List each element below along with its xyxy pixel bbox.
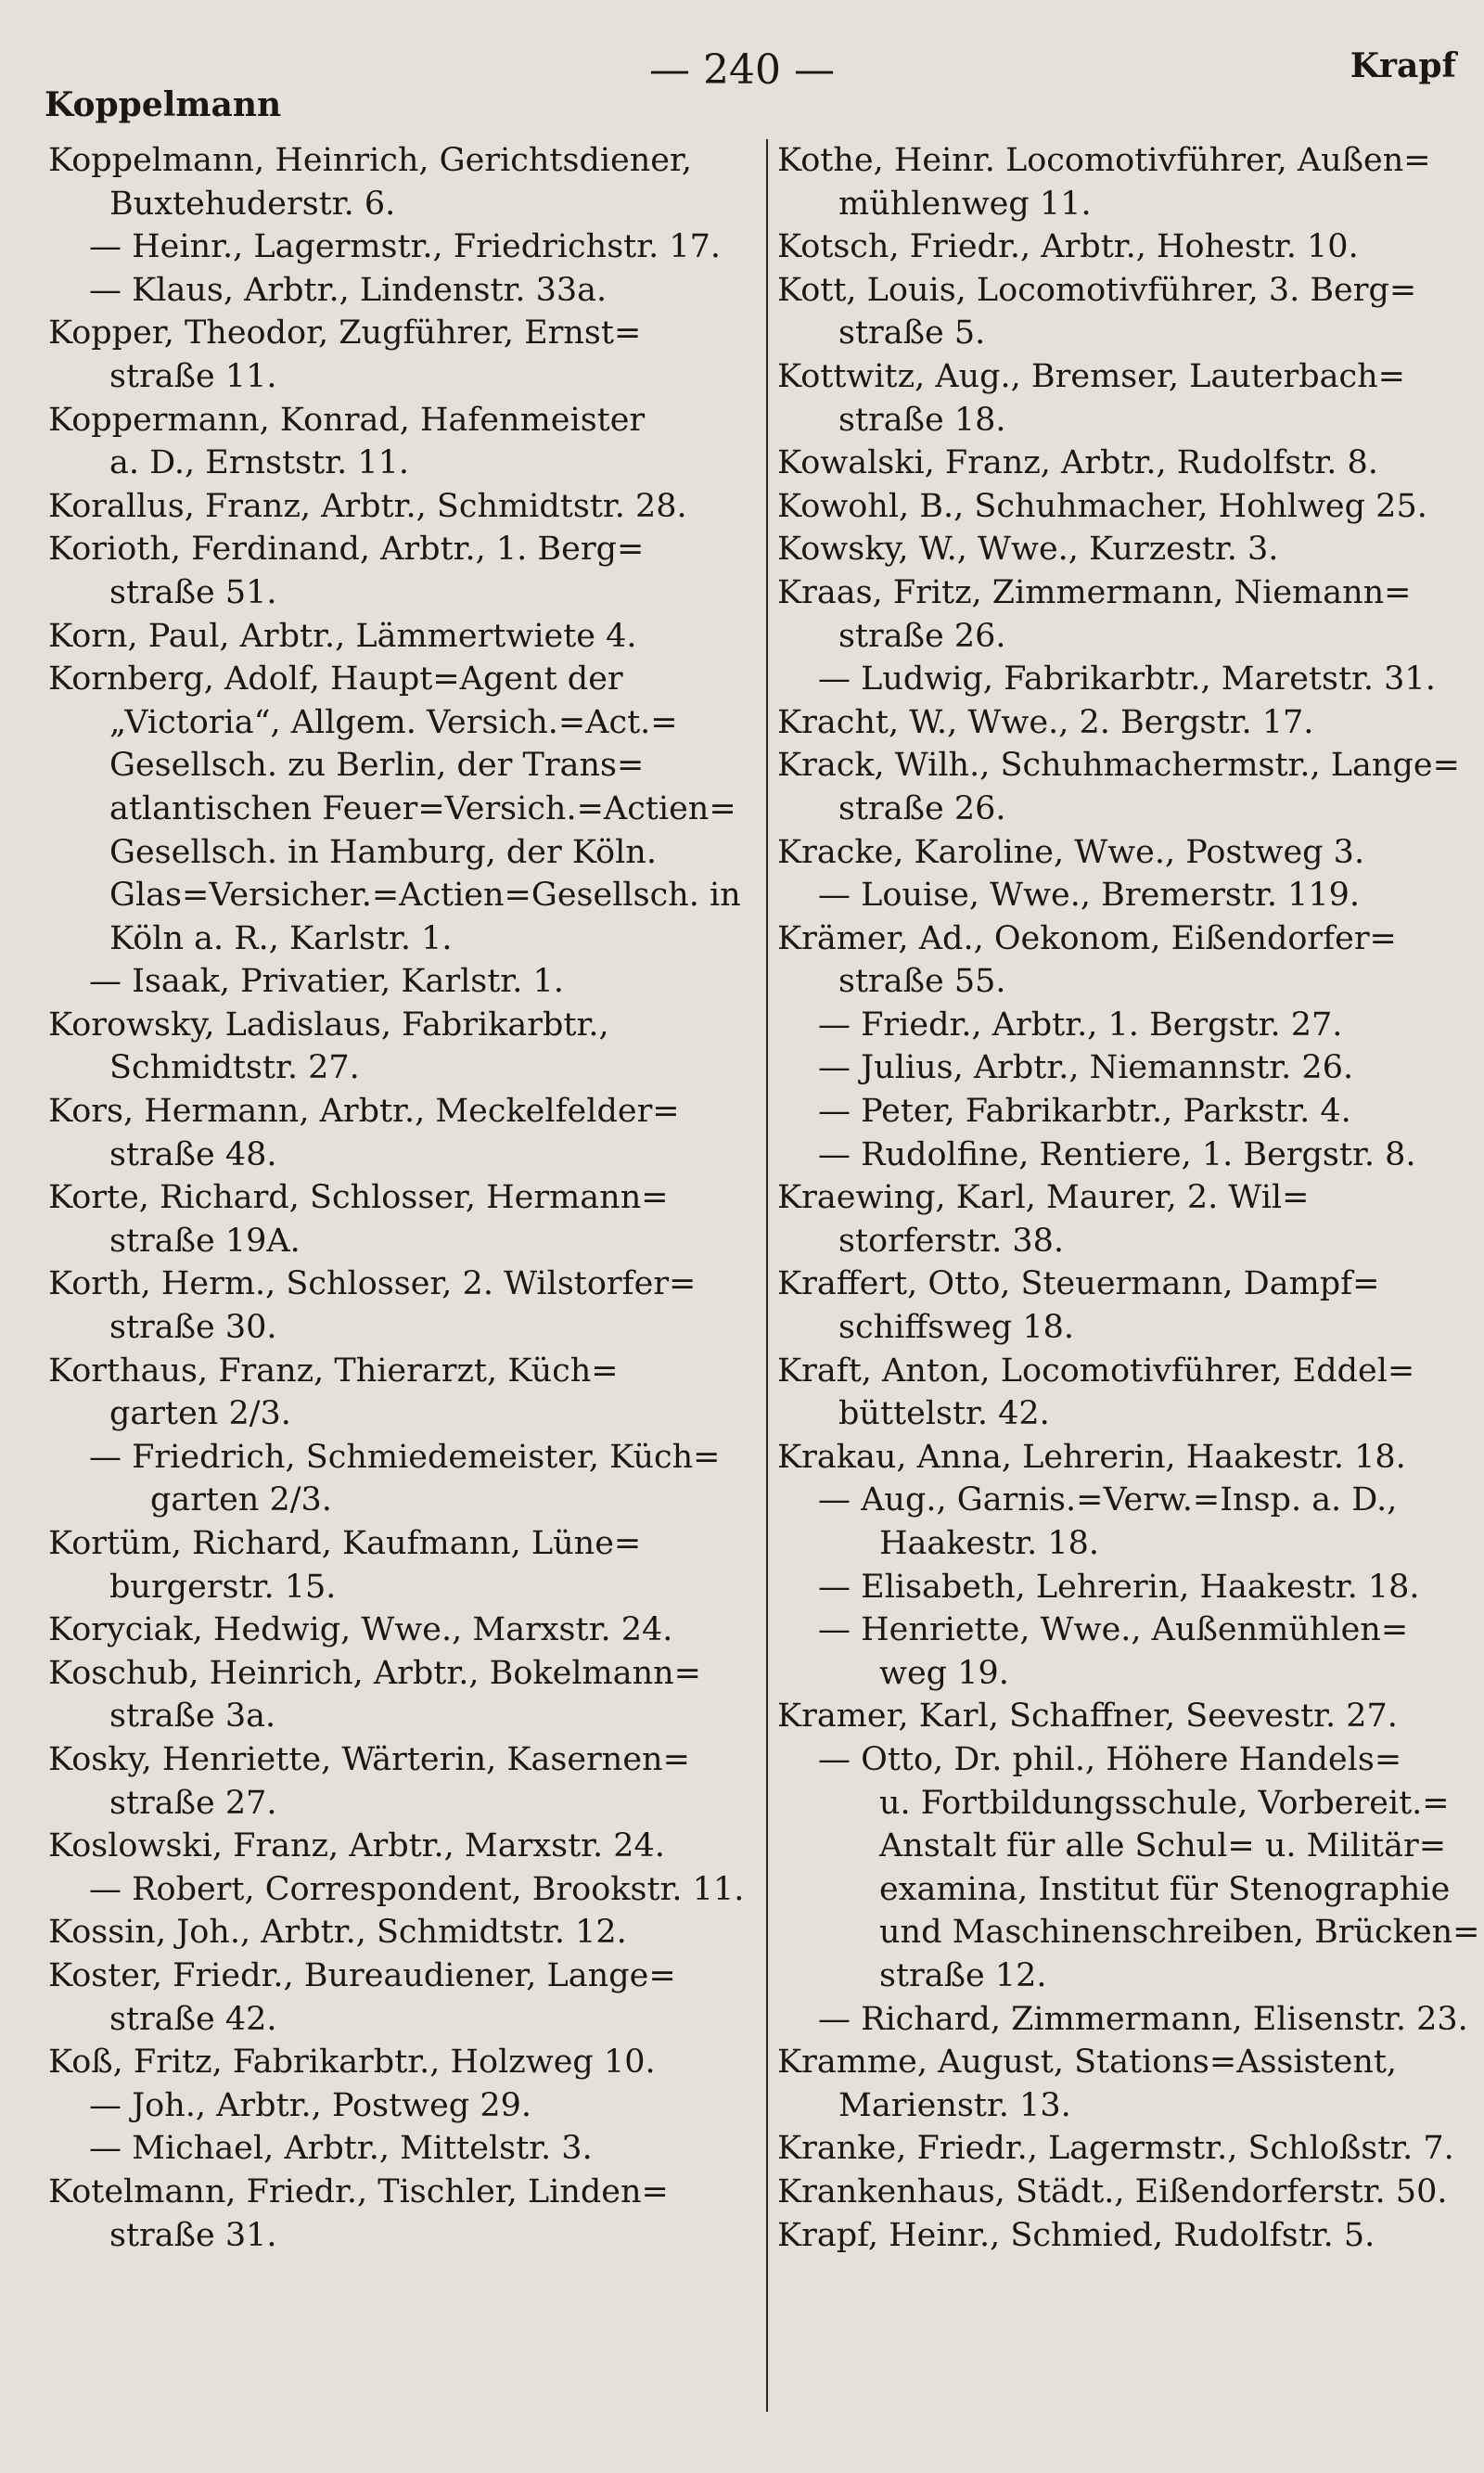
directory-entry	[777, 1608, 1456, 1695]
entry-continuation: Gesellsch. in Hamburg, der Köln.	[109, 833, 657, 871]
entry-continuation: u. Fortbildungsschule, Vorbereit.=	[879, 1784, 1450, 1822]
entry-line: Kothe, Heinr. Locomotivführer, Außen=	[777, 142, 1431, 179]
directory-entry	[777, 1479, 1456, 1565]
entry-line: Korn, Paul, Arbtr., Lämmertwiete 4.	[48, 617, 637, 655]
entry-line: Kortüm, Richard, Kaufmann, Lüne=	[48, 1525, 642, 1562]
entry-line: Kracht, W., Wwe., 2. Bergstr. 17.	[777, 703, 1314, 741]
entry-line: Kraffert, Otto, Steuermann, Dampf=	[777, 1265, 1380, 1303]
entry-line: Koslowski, Franz, Arbtr., Marxstr. 24.	[48, 1827, 665, 1865]
entry-continuation: straße 26.	[838, 789, 1006, 827]
directory-entry	[777, 1176, 1456, 1262]
directory-entry	[777, 658, 1456, 701]
entry-line: Korioth, Ferdinand, Arbtr., 1. Berg=	[48, 531, 645, 569]
entry-line: Krämer, Ad., Oekonom, Eißendorfer=	[777, 919, 1397, 957]
entry-line: Kramer, Karl, Schaffner, Seevestr. 27.	[777, 1698, 1398, 1736]
entry-continuation: garten 2/3.	[109, 1395, 291, 1433]
directory-entry	[48, 269, 762, 313]
directory-entry	[48, 2171, 762, 2257]
entry-line: — Peter, Fabrikarbtr., Parkstr. 4.	[818, 1090, 1456, 1134]
directory-entry	[48, 1522, 762, 1608]
directory-entry	[777, 1262, 1456, 1349]
running-head-left: Koppelmann	[45, 85, 282, 124]
directory-entry	[48, 2084, 762, 2128]
entry-line: — Isaak, Privatier, Karlstr. 1.	[89, 960, 762, 1004]
entry-line: Koß, Fritz, Fabrikarbtr., Holzweg 10.	[48, 2044, 656, 2082]
entry-line: Kowsky, W., Wwe., Kurzestr. 3.	[777, 531, 1279, 569]
entry-line: Kramme, August, Stations=Assistent,	[777, 2044, 1398, 2082]
directory-entry	[777, 1004, 1456, 1047]
directory-entry	[48, 1825, 762, 1868]
entry-line: Kosky, Henriette, Wärterin, Kasernen=	[48, 1740, 690, 1778]
directory-entry	[48, 1652, 762, 1738]
entry-continuation: Gesellsch. zu Berlin, der Trans=	[109, 747, 645, 785]
entry-continuation: Haakestr. 18.	[879, 1525, 1100, 1562]
directory-entry	[777, 1566, 1456, 1609]
directory-entry	[777, 528, 1456, 571]
entry-line: Kossin, Joh., Arbtr., Schmidtstr. 12.	[48, 1914, 627, 1952]
directory-entry	[48, 615, 762, 659]
entry-line: — Ludwig, Fabrikarbtr., Maretstr. 31.	[818, 658, 1456, 701]
entry-line: Kowalski, Franz, Arbtr., Rudolfstr. 8.	[777, 444, 1378, 482]
entry-line: Koppermann, Konrad, Hafenmeister	[48, 401, 646, 439]
entry-line: Koppelmann, Heinrich, Gerichtsdiener,	[48, 142, 693, 179]
directory-entry	[777, 874, 1456, 917]
entry-line: Kottwitz, Aug., Bremser, Lauterbach=	[777, 357, 1405, 395]
directory-entry	[777, 1695, 1456, 1738]
entry-continuation: straße 12.	[879, 1956, 1047, 1994]
entry-line: Kraewing, Karl, Maurer, 2. Wil=	[777, 1179, 1310, 1217]
entry-continuation: Marienstr. 13.	[838, 2086, 1071, 2124]
directory-entry	[777, 917, 1456, 1004]
entry-continuation: „Victoria“, Allgem. Versich.=Act.=	[109, 703, 678, 741]
directory-entry	[777, 1436, 1456, 1480]
column-divider	[766, 139, 768, 2412]
entry-continuation: schiffsweg 18.	[838, 1309, 1074, 1347]
directory-entry	[48, 528, 762, 614]
entry-line: Kranke, Friedr., Lagermstr., Schloßstr. 7.	[777, 2130, 1454, 2168]
running-head-right: Krapf	[1350, 46, 1456, 85]
entry-continuation: Schmidtstr. 27.	[109, 1049, 360, 1087]
entry-continuation: straße 30.	[109, 1309, 277, 1347]
entry-line: — Klaus, Arbtr., Lindenstr. 33a.	[89, 269, 762, 313]
entry-continuation: straße 51.	[109, 573, 277, 611]
entry-line: Kors, Hermann, Arbtr., Meckelfelder=	[48, 1093, 680, 1131]
directory-entry	[48, 1868, 762, 1912]
directory-entry	[777, 225, 1456, 269]
entry-line: — Elisabeth, Lehrerin, Haakestr. 18.	[818, 1566, 1456, 1609]
entry-continuation: atlantischen Feuer=Versich.=Actien=	[109, 789, 736, 827]
entry-line: Kracke, Karoline, Wwe., Postweg 3.	[777, 833, 1365, 871]
directory-entry	[777, 2127, 1456, 2171]
entry-line: — Friedrich, Schmiedemeister, Küch=	[89, 1436, 762, 1480]
directory-entry	[777, 2171, 1456, 2214]
entry-continuation: Köln a. R., Karlstr. 1.	[109, 919, 453, 957]
entry-continuation: straße 5.	[838, 314, 986, 352]
directory-entry	[48, 1608, 762, 1652]
directory-entry	[777, 1090, 1456, 1134]
entry-continuation: straße 18.	[838, 401, 1006, 439]
entry-line: Kotsch, Friedr., Arbtr., Hohestr. 10.	[777, 228, 1359, 266]
directory-entry	[48, 225, 762, 269]
entry-continuation: garten 2/3.	[150, 1481, 332, 1519]
directory-entry	[48, 312, 762, 398]
entry-line: — Joh., Arbtr., Postweg 29.	[89, 2084, 762, 2128]
directory-entry	[777, 355, 1456, 442]
directory-entry	[777, 1046, 1456, 1090]
directory-entry	[48, 139, 762, 225]
entry-line: — Otto, Dr. phil., Höhere Handels=	[818, 1738, 1456, 1782]
entry-line: Krapf, Heinr., Schmied, Rudolfstr. 5.	[777, 2216, 1375, 2254]
entry-line: Koschub, Heinrich, Arbtr., Bokelmann=	[48, 1654, 701, 1692]
directory-entry	[777, 1998, 1468, 2042]
entry-line: — Aug., Garnis.=Verw.=Insp. a. D.,	[818, 1479, 1456, 1522]
entry-line: Kotelmann, Friedr., Tischler, Linden=	[48, 2172, 669, 2210]
entry-line: Krakau, Anna, Lehrerin, Haakestr. 18.	[777, 1438, 1406, 1476]
directory-entry	[48, 1176, 762, 1262]
entry-line: — Henriette, Wwe., Außenmühlen=	[818, 1608, 1456, 1652]
entry-continuation: Anstalt für alle Schul= u. Militär=	[879, 1827, 1447, 1865]
entry-continuation: straße 26.	[838, 617, 1006, 655]
entry-line: Kopper, Theodor, Zugführer, Ernst=	[48, 314, 642, 352]
directory-entry	[48, 1350, 762, 1436]
directory-entry	[48, 960, 762, 1004]
directory-entry	[48, 1911, 762, 1954]
entry-continuation: und Maschinenschreiben, Brücken=	[879, 1914, 1480, 1952]
entry-line: Kraft, Anton, Locomotivführer, Eddel=	[777, 1352, 1415, 1390]
entry-line: Koster, Friedr., Bureaudiener, Lange=	[48, 1956, 676, 1994]
right-column	[777, 139, 1480, 2257]
entry-line: — Heinr., Lagermstr., Friedrichstr. 17.	[89, 225, 762, 269]
directory-entry	[48, 658, 762, 960]
directory-entry	[777, 485, 1456, 529]
entry-continuation: straße 42.	[109, 2000, 277, 2038]
entry-continuation: straße 27.	[109, 1784, 277, 1822]
directory-entry	[48, 1090, 762, 1176]
directory-entry	[777, 139, 1456, 225]
entry-continuation: straße 19A.	[109, 1222, 301, 1260]
entry-continuation: straße 48.	[109, 1135, 277, 1173]
entry-line: Kott, Louis, Locomotivführer, 3. Berg=	[777, 271, 1417, 309]
directory-entry	[48, 485, 762, 529]
entry-line: — Friedr., Arbtr., 1. Bergstr. 27.	[818, 1004, 1456, 1047]
directory-entry	[48, 2041, 762, 2084]
entry-continuation: a. D., Ernststr. 11.	[109, 444, 409, 482]
entry-continuation: examina, Institut für Stenographie	[879, 1870, 1451, 1908]
directory-entry	[48, 2127, 762, 2171]
left-column	[48, 139, 762, 2257]
page-number: — 240 —	[649, 46, 835, 94]
entry-line: Kornberg, Adolf, Haupt=Agent der	[48, 660, 623, 698]
directory-entry	[777, 2041, 1456, 2127]
entry-line: Krankenhaus, Städt., Eißendorferstr. 50.	[777, 2172, 1448, 2210]
entry-line: Korallus, Franz, Arbtr., Schmidtstr. 28.	[48, 487, 687, 525]
directory-entry	[48, 1436, 762, 1522]
entry-line: — Louise, Wwe., Bremerstr. 119.	[818, 874, 1456, 917]
entry-line: Kowohl, B., Schuhmacher, Hohlweg 25.	[777, 487, 1427, 525]
directory-entry	[48, 1262, 762, 1349]
entry-continuation: Buxtehuderstr. 6.	[109, 185, 396, 223]
directory-entry	[777, 1350, 1456, 1436]
entry-line: — Rudolfine, Rentiere, 1. Bergstr. 8.	[818, 1134, 1456, 1177]
directory-entry	[48, 1954, 762, 2041]
entry-continuation: straße 31.	[109, 2216, 277, 2254]
entry-continuation: straße 11.	[109, 357, 277, 395]
entry-line: Korowsky, Ladislaus, Fabrikarbtr.,	[48, 1006, 609, 1044]
directory-entry	[777, 1134, 1456, 1177]
entry-line: Korthaus, Franz, Thierarzt, Küch=	[48, 1352, 619, 1390]
entry-line: Koryciak, Hedwig, Wwe., Marxstr. 24.	[48, 1611, 673, 1649]
entry-line: — Richard, Zimmermann, Elisenstr. 23.	[818, 1998, 1456, 2042]
entry-continuation: straße 55.	[838, 963, 1006, 1001]
entry-continuation: storferstr. 38.	[838, 1222, 1065, 1260]
entry-line: — Julius, Arbtr., Niemannstr. 26.	[818, 1046, 1456, 1090]
entry-line: Krack, Wilh., Schuhmachermstr., Lange=	[777, 747, 1460, 785]
directory-entry	[777, 2214, 1456, 2258]
entry-continuation: mühlenweg 11.	[838, 185, 1092, 223]
entry-line: Korth, Herm., Schlosser, 2. Wilstorfer=	[48, 1265, 697, 1303]
directory-entry	[777, 269, 1456, 355]
directory-entry	[777, 744, 1460, 830]
directory-entry	[48, 1738, 762, 1825]
entry-continuation: burgerstr. 15.	[109, 1568, 337, 1606]
entry-line: — Michael, Arbtr., Mittelstr. 3.	[89, 2127, 762, 2171]
entry-continuation: straße 3a.	[109, 1698, 276, 1736]
directory-entry	[48, 1004, 762, 1090]
directory-entry	[777, 701, 1456, 745]
entry-continuation: büttelstr. 42.	[838, 1395, 1050, 1433]
entry-line: — Robert, Correspondent, Brookstr. 11.	[89, 1868, 762, 1912]
directory-entry	[777, 571, 1456, 658]
directory-entry	[48, 399, 762, 485]
directory-entry	[777, 831, 1456, 875]
directory-entry	[777, 1738, 1480, 1998]
directory-entry	[777, 442, 1456, 485]
entry-continuation: Glas=Versicher.=Actien=Gesellsch. in	[109, 877, 741, 915]
entry-line: Korte, Richard, Schlosser, Hermann=	[48, 1179, 669, 1217]
entry-line: Kraas, Fritz, Zimmermann, Niemann=	[777, 573, 1412, 611]
entry-continuation: weg 19.	[879, 1654, 1009, 1692]
